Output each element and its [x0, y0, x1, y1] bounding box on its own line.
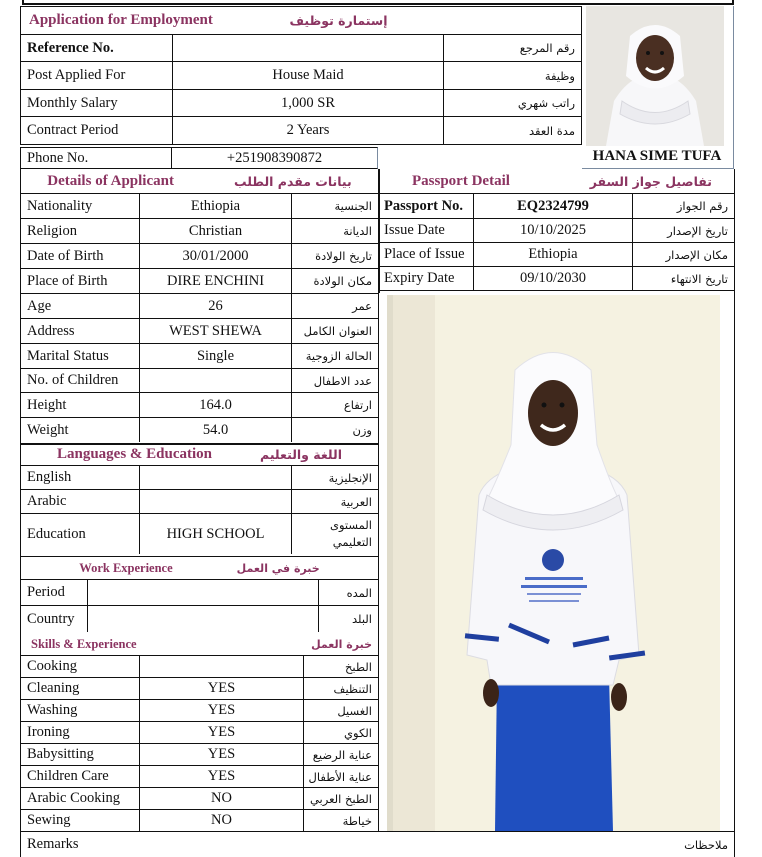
- field-label-arabic: العربية: [340, 494, 372, 509]
- field-label-arabic: تاريخ الإصدار: [667, 223, 728, 238]
- detail-value-marital-status[interactable]: Single: [140, 344, 292, 368]
- english-value[interactable]: [140, 466, 292, 489]
- field-label: Weight: [21, 418, 140, 442]
- table-row: [21, 344, 378, 369]
- field-label-arabic: المده: [346, 585, 372, 600]
- field-label: Contract Period: [21, 117, 173, 144]
- field-label-arabic: مدة العقد: [529, 123, 575, 138]
- skill-value-sewing[interactable]: NO: [140, 810, 304, 831]
- field-label-arabic: الحالة الزوجية: [305, 349, 372, 363]
- table-row: [21, 117, 581, 144]
- field-label-arabic: المستوى التعليمي: [329, 518, 372, 549]
- field-label-arabic: العنوان الكامل: [303, 324, 372, 338]
- applicant-name: HANA SIME TUFA: [592, 148, 722, 164]
- field-label: Issue Date: [380, 219, 474, 242]
- work-header: [21, 557, 378, 580]
- phone-label: Phone No.: [21, 148, 172, 168]
- field-label: Date of Birth: [21, 244, 140, 268]
- portrait-photo: [586, 6, 724, 146]
- field-label: Marital Status: [21, 344, 140, 368]
- passport-no-value[interactable]: EQ2324799: [474, 194, 633, 218]
- field-label: Babysitting: [21, 744, 140, 765]
- period-value[interactable]: [88, 580, 319, 605]
- field-label-arabic: وظيفة: [544, 68, 575, 83]
- field-label-arabic: التنظيف: [333, 681, 372, 696]
- table-row: [21, 294, 378, 319]
- skill-value-cleaning[interactable]: YES: [140, 678, 304, 699]
- table-row: [21, 700, 378, 722]
- person-full-body-icon: [387, 295, 720, 831]
- details-header: [21, 169, 378, 194]
- remarks-row: [20, 831, 735, 857]
- field-label-arabic: الديانة: [343, 224, 372, 238]
- languages-table: [20, 443, 379, 557]
- table-row: [21, 514, 378, 554]
- field-label-arabic: الجنسية: [334, 199, 372, 213]
- field-label: Cleaning: [21, 678, 140, 699]
- expiry-date-value[interactable]: 09/10/2030: [474, 267, 633, 290]
- field-label-arabic: الغسيل: [337, 703, 372, 718]
- remarks-label-arabic: ملاحظات: [684, 837, 728, 852]
- table-row: [21, 90, 581, 117]
- details-rows: [21, 194, 378, 442]
- detail-value-religion[interactable]: Christian: [140, 219, 292, 243]
- table-row: [21, 62, 581, 90]
- post-applied-value[interactable]: House Maid: [173, 62, 444, 89]
- table-row: [380, 243, 734, 267]
- table-row: [21, 722, 378, 744]
- skill-value-arabic-cooking[interactable]: NO: [140, 788, 304, 809]
- field-label-arabic: خياطة: [342, 813, 372, 828]
- top-fields-table: [20, 35, 582, 145]
- details-table: [20, 169, 379, 445]
- field-label-arabic: الكوي: [344, 725, 372, 740]
- skill-value-children-care[interactable]: YES: [140, 766, 304, 787]
- work-title: Work Experience: [79, 560, 173, 575]
- reference-no-value[interactable]: [173, 35, 444, 61]
- work-title-arabic: خبرة في العمل: [236, 561, 320, 575]
- field-label-arabic: البلد: [351, 612, 372, 626]
- field-label: Age: [21, 294, 140, 318]
- field-label-arabic: تاريخ الانتهاء: [670, 271, 728, 286]
- field-label-arabic: الطبخ: [344, 659, 372, 674]
- skill-value-cooking[interactable]: [140, 656, 304, 677]
- table-row: [21, 194, 378, 219]
- table-row: [21, 810, 378, 831]
- detail-value-weight[interactable]: 54.0: [140, 418, 292, 442]
- remarks-label: Remarks: [27, 836, 79, 852]
- field-label: No. of Children: [21, 369, 140, 392]
- field-label: Cooking: [21, 656, 140, 677]
- field-label: Education: [21, 514, 140, 554]
- details-title-arabic: بيانات مقدم الطلب: [233, 173, 352, 189]
- full-body-photo: [387, 295, 720, 831]
- field-label: Children Care: [21, 766, 140, 787]
- field-label-arabic: عناية الأطفال: [308, 769, 372, 784]
- field-label-arabic: مكان الإصدار: [665, 247, 728, 262]
- issue-date-value[interactable]: 10/10/2025: [474, 219, 633, 242]
- field-label-arabic: الطبخ العربي: [309, 791, 372, 806]
- skill-value-ironing[interactable]: YES: [140, 722, 304, 743]
- detail-value-date-of-birth[interactable]: 30/01/2000: [140, 244, 292, 268]
- field-label: Monthly Salary: [21, 90, 173, 116]
- passport-header: [380, 169, 734, 193]
- table-row: [21, 418, 378, 442]
- field-label: Nationality: [21, 194, 140, 218]
- education-value[interactable]: HIGH SCHOOL: [140, 514, 292, 554]
- table-row: [21, 788, 378, 810]
- table-row: [21, 466, 378, 490]
- passport-rows: [380, 193, 734, 291]
- field-label: Ironing: [21, 722, 140, 743]
- contract-period-value[interactable]: 2 Years: [173, 117, 444, 144]
- field-label-arabic: الإنجليزية: [328, 470, 372, 485]
- detail-value-nationality[interactable]: Ethiopia: [140, 194, 292, 218]
- country-value[interactable]: [88, 606, 319, 632]
- table-row: [380, 194, 734, 219]
- table-row: [21, 219, 378, 244]
- field-label-arabic: عناية الرضيع: [312, 747, 372, 762]
- form-header: [20, 6, 582, 35]
- field-label-arabic: ارتفاع: [343, 398, 372, 412]
- place-of-issue-value[interactable]: Ethiopia: [474, 243, 633, 266]
- skills-title-arabic: خبرة العمل: [311, 637, 372, 651]
- field-label: Place of Birth: [21, 269, 140, 293]
- skill-value-washing[interactable]: YES: [140, 700, 304, 721]
- field-label: Arabic: [21, 490, 140, 513]
- detail-value-children[interactable]: [140, 369, 292, 392]
- field-label-arabic: مكان الولادة: [313, 274, 372, 288]
- field-label-arabic: عدد الاطفال: [313, 373, 372, 388]
- field-label-arabic: تاريخ الولادة: [315, 249, 372, 263]
- languages-header: [21, 443, 378, 466]
- field-label: Height: [21, 393, 140, 417]
- field-label: Post Applied For: [21, 62, 173, 89]
- field-label: Country: [21, 606, 88, 632]
- phone-row: [20, 147, 378, 169]
- table-row: [21, 369, 378, 393]
- top-border: [22, 0, 734, 5]
- languages-title: Languages & Education: [56, 446, 213, 462]
- form-title-arabic: إستمارة توظيف: [289, 13, 388, 28]
- skill-value-babysitting[interactable]: YES: [140, 744, 304, 765]
- field-label: Sewing: [21, 810, 140, 831]
- skills-title: Skills & Experience: [31, 636, 137, 651]
- field-label: English: [21, 466, 140, 489]
- detail-value-place-of-birth[interactable]: DIRE ENCHINI: [140, 269, 292, 293]
- phone-value[interactable]: +251908390872: [226, 149, 323, 166]
- table-row: [21, 606, 378, 632]
- passport-title: Passport Detail: [412, 172, 510, 189]
- field-label: Passport No.: [380, 194, 474, 218]
- portrait-frame: [582, 6, 734, 169]
- table-row: [380, 267, 734, 291]
- skills-rows: [21, 656, 378, 831]
- table-row: [21, 744, 378, 766]
- details-title: Details of Applicant: [47, 172, 174, 189]
- field-label: Place of Issue: [380, 243, 474, 266]
- field-label-arabic: رقم المرجع: [519, 41, 575, 55]
- table-row: [21, 490, 378, 514]
- field-label: Washing: [21, 700, 140, 721]
- field-label: Religion: [21, 219, 140, 243]
- field-label: Arabic Cooking: [21, 788, 140, 809]
- field-label-arabic: راتب شهري: [517, 96, 575, 110]
- field-label-arabic: رقم الجواز: [676, 199, 728, 213]
- passport-table: [379, 169, 735, 293]
- table-row: [21, 678, 378, 700]
- form-title: Application for Employment: [29, 12, 213, 28]
- skills-table: [20, 633, 379, 832]
- table-row: [21, 393, 378, 418]
- field-label-arabic: عمر: [352, 299, 372, 313]
- detail-value-height[interactable]: 164.0: [140, 393, 292, 417]
- monthly-salary-value[interactable]: 1,000 SR: [173, 90, 444, 116]
- person-portrait-icon: [586, 6, 724, 146]
- arabic-value[interactable]: [140, 490, 292, 513]
- work-experience-table: [20, 557, 379, 634]
- field-label: Address: [21, 319, 140, 343]
- table-row: [380, 219, 734, 243]
- detail-value-address[interactable]: WEST SHEWA: [140, 319, 292, 343]
- table-row: [21, 35, 581, 62]
- languages-title-arabic: اللغة والتعليم: [260, 447, 343, 462]
- field-label: Reference No.: [21, 35, 173, 61]
- detail-value-age[interactable]: 26: [140, 294, 292, 318]
- table-row: [21, 656, 378, 678]
- table-row: [21, 269, 378, 294]
- table-row: [21, 244, 378, 269]
- table-row: [21, 766, 378, 788]
- field-label: Period: [21, 580, 88, 605]
- table-row: [21, 580, 378, 606]
- field-label: Expiry Date: [380, 267, 474, 290]
- field-label-arabic: وزن: [352, 423, 372, 437]
- skills-header: [21, 633, 378, 656]
- full-body-frame: [379, 293, 735, 831]
- table-row: [21, 319, 378, 344]
- passport-title-arabic: تفاصيل جواز السفر: [589, 173, 712, 189]
